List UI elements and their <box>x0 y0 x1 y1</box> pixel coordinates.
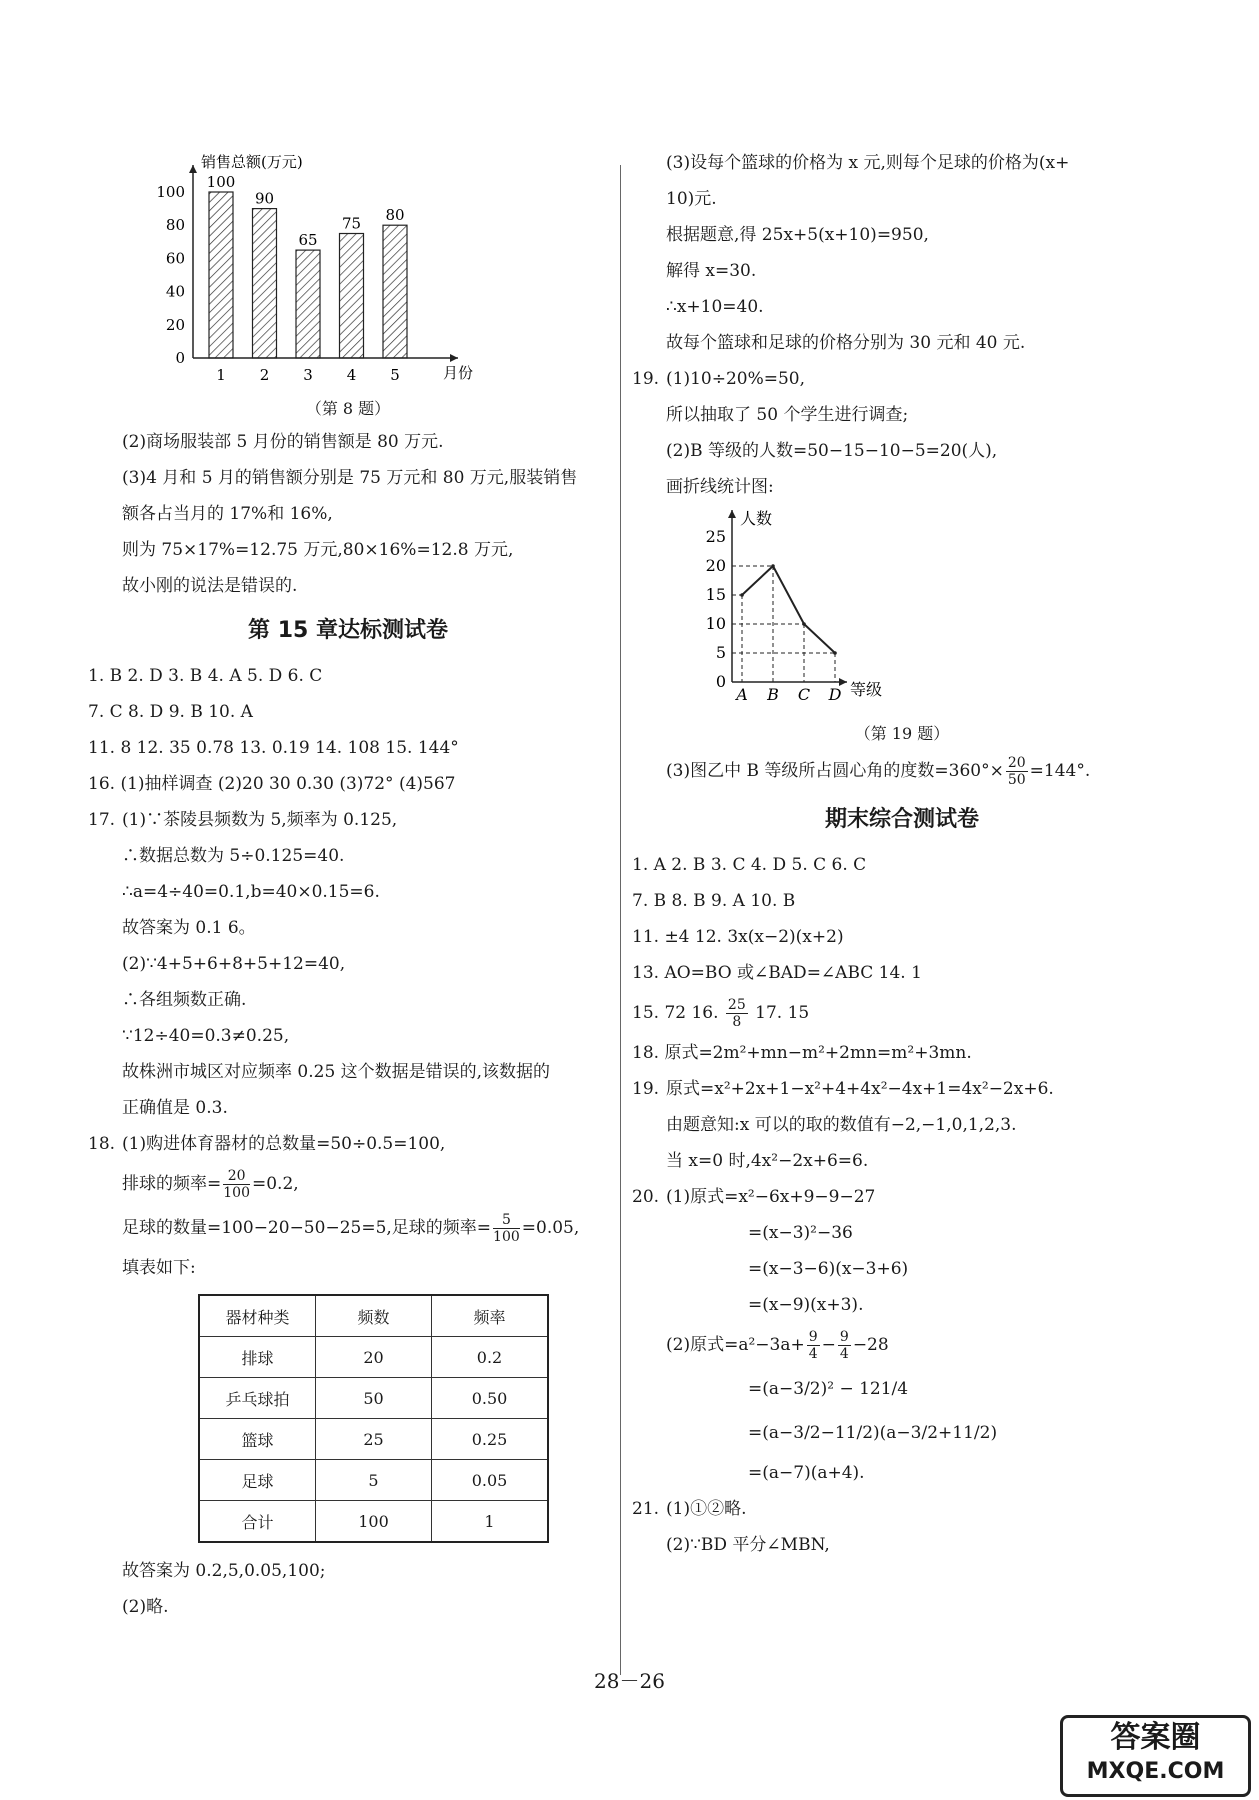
table-cell: 0.05 <box>432 1460 549 1501</box>
final-q20-part2 <box>632 1323 1172 1367</box>
fraction-denominator: 100 <box>493 1229 520 1245</box>
y-tick-label: 0 <box>715 672 726 691</box>
q18-football-text: 足球的数量=100−20−50−25=5,足球的频率= <box>122 1218 492 1238</box>
fraction-numerator: 9 <box>839 1329 849 1345</box>
q18-part3-line5: ∴x+10=40. <box>666 297 764 317</box>
x-axis-label: 月份 <box>443 364 474 382</box>
final-q20-part2-line2: =(a−3/2)² − 121/4 <box>748 1379 909 1399</box>
table-row <box>199 1337 548 1378</box>
fraction <box>1006 755 1028 788</box>
table-header: 频率 <box>432 1295 549 1337</box>
x-tick-label: B <box>767 685 779 704</box>
minus-sign: − <box>821 1335 836 1355</box>
q8-part3-line2: 额各占当月的 17%和 16%, <box>122 504 333 524</box>
final-answers-13-14: 13. AO=BO 或∠BAD=∠ABC 14. 1 <box>632 963 922 983</box>
bar <box>253 209 277 358</box>
table-cell: 乒乓球拍 <box>199 1378 316 1419</box>
y-tick-label: 100 <box>156 183 185 201</box>
final-q19-line2: 由题意知:x 可以的取的数值有−2,−1,0,1,2,3. <box>666 1115 1017 1135</box>
x-tick-label: A <box>736 685 748 704</box>
bar-value-label: 90 <box>254 189 275 208</box>
x-tick-label: C <box>797 685 811 704</box>
x-tick-label: 3 <box>303 366 313 384</box>
y-axis-arrow <box>189 165 197 173</box>
y-axis-label: 销售总额(万元) <box>201 153 303 171</box>
y-tick-label: 5 <box>715 643 726 662</box>
fraction-denominator: 100 <box>223 1185 250 1201</box>
final-q19-line3: 当 x=0 时,4x²−2x+6=6. <box>666 1151 869 1171</box>
q17-number: 17. <box>88 810 116 830</box>
final-answers-15-16-label: 15. 72 16. <box>632 1003 719 1023</box>
q18-part3-line4: 解得 x=30. <box>666 261 757 281</box>
x-tick-label: 2 <box>259 366 270 384</box>
y-tick-label: 40 <box>165 282 185 301</box>
fraction-numerator: 25 <box>727 997 746 1013</box>
fraction-denominator: 4 <box>808 1346 818 1362</box>
final-q20-part2-line4: =(a−7)(a+4). <box>748 1463 865 1483</box>
q8-part3-line1: (3)4 月和 5 月的销售额分别是 75 万元和 80 万元,服装销售 <box>122 468 578 488</box>
q17-line6: ∴各组频数正确. <box>122 990 247 1010</box>
y-axis-label: 人数 <box>740 509 773 528</box>
table-cell: 合计 <box>199 1501 316 1543</box>
q18-part3-line6: 故每个篮球和足球的价格分别为 30 元和 40 元. <box>666 333 1026 353</box>
q18-part3-line3: 根据题意,得 25x+5(x+10)=950, <box>666 225 929 245</box>
q19-line2: 所以抽取了 50 个学生进行调查; <box>666 405 909 425</box>
y-axis-arrow <box>728 510 736 518</box>
final-q20-number: 20. <box>632 1187 660 1207</box>
q18-part3-line1: (3)设每个篮球的价格为 x 元,则每个足球的价格为(x+ <box>666 153 1070 173</box>
q8-part3-line3: 则为 75×17%=12.75 万元,80×16%=12.8 万元, <box>122 540 514 560</box>
fraction-denominator: 50 <box>1007 772 1026 788</box>
chapter15-heading: 第 15 章达标测试卷 <box>248 618 448 643</box>
data-point <box>833 651 837 655</box>
q19-line3: (2)B 等级的人数=50−15−10−5=20(人), <box>666 441 998 461</box>
table-cell: 1 <box>432 1501 549 1543</box>
left-column <box>88 145 608 1625</box>
q18-number: 18. <box>88 1134 116 1154</box>
table-header-row <box>199 1295 548 1337</box>
bar-value-label: 65 <box>298 231 318 250</box>
final-q19-number: 19. <box>632 1079 660 1099</box>
q19-part3-text: (3)图乙中 B 等级所占圆心角的度数=360°× <box>666 761 1004 781</box>
page-number: 28－26 <box>594 1669 665 1693</box>
q18-line3 <box>88 1206 608 1250</box>
q17-line3: ∴a=4÷40=0.1,b=40×0.15=6. <box>122 882 380 902</box>
final-q20-part2-line3: =(a−3/2−11/2)(a−3/2+11/2) <box>748 1423 998 1443</box>
bar-value-label: 100 <box>206 173 236 191</box>
sales-bar-chart <box>88 145 608 390</box>
y-tick-label: 10 <box>705 614 726 633</box>
x-axis-arrow <box>450 354 458 362</box>
bar <box>296 250 320 358</box>
chart19-caption: （第 19 题） <box>854 724 950 743</box>
data-point <box>771 564 775 568</box>
y-tick-label: 25 <box>705 527 726 546</box>
x-tick-label: 1 <box>216 366 226 384</box>
fraction <box>838 1329 851 1362</box>
final-answer-18: 18. 原式=2m²+mn−m²+2mn=m²+3mn. <box>632 1043 972 1063</box>
fraction-numerator: 20 <box>223 1168 250 1185</box>
final-exam-heading: 期末综合测试卷 <box>824 807 979 832</box>
x-tick-label: D <box>828 685 842 704</box>
final-q21-line1: (1)①②略. <box>666 1499 747 1519</box>
fraction-numerator: 9 <box>808 1329 818 1345</box>
y-tick-label: 15 <box>705 585 726 604</box>
q19-line1: (1)10÷20%=50, <box>666 369 806 389</box>
bar-value-label: 75 <box>341 214 362 233</box>
table-cell: 100 <box>316 1501 432 1543</box>
y-tick-label: 0 <box>175 349 185 367</box>
column-divider <box>620 165 621 1675</box>
y-tick-label: 20 <box>705 556 726 575</box>
q8-part2: (2)商场服装部 5 月份的销售额是 80 万元. <box>122 432 444 452</box>
answers-11-15: 11. 8 12. 35 0.78 13. 0.19 14. 108 15. 144° <box>88 738 459 758</box>
final-answers-11-12: 11. ±4 12. 3x(x−2)(x+2) <box>632 927 844 947</box>
q18-volleyball-freq-label: 排球的频率= <box>122 1174 222 1194</box>
q18-line1: (1)购进体育器材的总数量=50÷0.5=100, <box>122 1134 446 1154</box>
table-row <box>199 1378 548 1419</box>
watermark-line1: 答案圈 <box>1110 1720 1201 1755</box>
final-answers-7-10: 7. B 8. B 9. A 10. B <box>632 891 796 911</box>
fraction-denominator: 8 <box>732 1014 742 1030</box>
table-cell: 0.2 <box>432 1337 549 1378</box>
fraction-numerator: 5 <box>493 1212 520 1229</box>
final-q21-line2: (2)∵BD 平分∠MBN, <box>666 1535 830 1555</box>
final-answers-15-17 <box>632 991 1172 1035</box>
final-q20-part2-text: (2)原式=a²−3a+ <box>666 1335 805 1355</box>
table-cell: 50 <box>316 1378 432 1419</box>
answer-16: 16. (1)抽样调查 (2)20 30 0.30 (3)72° (4)567 <box>88 774 456 794</box>
q17-line9: 正确值是 0.3. <box>122 1098 228 1118</box>
q17-line7: ∵12÷40=0.3≠0.25, <box>122 1026 290 1046</box>
q19-line4: 画折线统计图: <box>666 477 774 497</box>
x-tick-label: 5 <box>390 366 400 384</box>
fraction <box>493 1212 520 1245</box>
q18-football-freq-value: =0.05, <box>521 1218 580 1238</box>
table-cell: 0.25 <box>432 1419 549 1460</box>
q18-part2: (2)略. <box>122 1597 169 1617</box>
table-cell: 足球 <box>199 1460 316 1501</box>
final-q20-line2: =(x−3)²−36 <box>748 1223 853 1243</box>
q8-part3-line4: 故小刚的说法是错误的. <box>122 576 298 596</box>
data-point <box>740 593 744 597</box>
fraction <box>726 997 748 1030</box>
right-column <box>632 145 1172 1563</box>
series-line <box>742 566 835 653</box>
q18-answer: 故答案为 0.2,5,0.05,100; <box>122 1561 326 1581</box>
table-cell: 0.50 <box>432 1378 549 1419</box>
q18-line2 <box>88 1162 608 1206</box>
watermark-logo <box>1060 1715 1251 1797</box>
q18-volleyball-freq-value: =0.2, <box>251 1174 299 1194</box>
data-point <box>802 622 806 626</box>
x-tick-label: 4 <box>346 366 357 384</box>
watermark-line2: MXQE.COM <box>1086 1759 1225 1784</box>
table-cell: 5 <box>316 1460 432 1501</box>
final-q20-line3: =(x−3−6)(x−3+6) <box>748 1259 909 1279</box>
y-tick-label: 80 <box>165 216 185 235</box>
grade-line-chart <box>632 505 1172 715</box>
fraction <box>807 1329 820 1362</box>
equipment-table <box>198 1294 549 1543</box>
q17-line4: 故答案为 0.1 6。 <box>122 918 256 938</box>
table-header: 器材种类 <box>199 1295 316 1337</box>
final-answers-1-6: 1. A 2. B 3. C 4. D 5. C 6. C <box>632 855 867 875</box>
q18-line4: 填表如下: <box>122 1258 196 1278</box>
fraction-denominator: 4 <box>839 1346 849 1362</box>
q18-part3-line2: 10)元. <box>666 189 717 209</box>
bar <box>340 234 364 359</box>
final-q20-constant: −28 <box>852 1335 889 1355</box>
final-q21-number: 21. <box>632 1499 660 1519</box>
answers-7-10: 7. C 8. D 9. B 10. A <box>88 702 253 722</box>
table-row <box>199 1460 548 1501</box>
q17-line8: 故株洲市城区对应频率 0.25 这个数据是错误的,该数据的 <box>122 1062 551 1082</box>
q17-line1: (1)∵茶陵县频数为 5,频率为 0.125, <box>122 810 398 830</box>
bar-value-label: 80 <box>385 206 405 225</box>
y-tick-label: 20 <box>165 315 185 334</box>
table-row <box>199 1419 548 1460</box>
table-header: 频数 <box>316 1295 432 1337</box>
bar <box>209 192 233 358</box>
q19-part3 <box>632 749 1172 793</box>
q17-line5: (2)∵4+5+6+8+5+12=40, <box>122 954 346 974</box>
y-tick-label: 60 <box>165 249 185 268</box>
final-answer-17: 17. 15 <box>755 1003 810 1023</box>
table-cell: 25 <box>316 1419 432 1460</box>
fraction-numerator: 20 <box>1007 755 1026 771</box>
fraction <box>223 1168 250 1201</box>
bar <box>383 225 407 358</box>
q17-line2: ∴数据总数为 5÷0.125=40. <box>122 846 345 866</box>
q19-number: 19. <box>632 369 660 389</box>
answers-1-6: 1. B 2. D 3. B 4. A 5. D 6. C <box>88 666 323 686</box>
final-q20-line4: =(x−9)(x+3). <box>748 1295 864 1315</box>
x-axis-label: 等级 <box>850 680 883 699</box>
table-cell: 篮球 <box>199 1419 316 1460</box>
final-q20-line1: (1)原式=x²−6x+9−9−27 <box>666 1187 876 1207</box>
table-cell: 20 <box>316 1337 432 1378</box>
table-row <box>199 1501 548 1543</box>
chart8-caption: （第 8 题） <box>305 399 391 418</box>
table-cell: 排球 <box>199 1337 316 1378</box>
final-q19-line1: 原式=x²+2x+1−x²+4+4x²−4x+1=4x²−2x+6. <box>666 1079 1054 1099</box>
q19-part3-result: =144°. <box>1029 761 1091 781</box>
